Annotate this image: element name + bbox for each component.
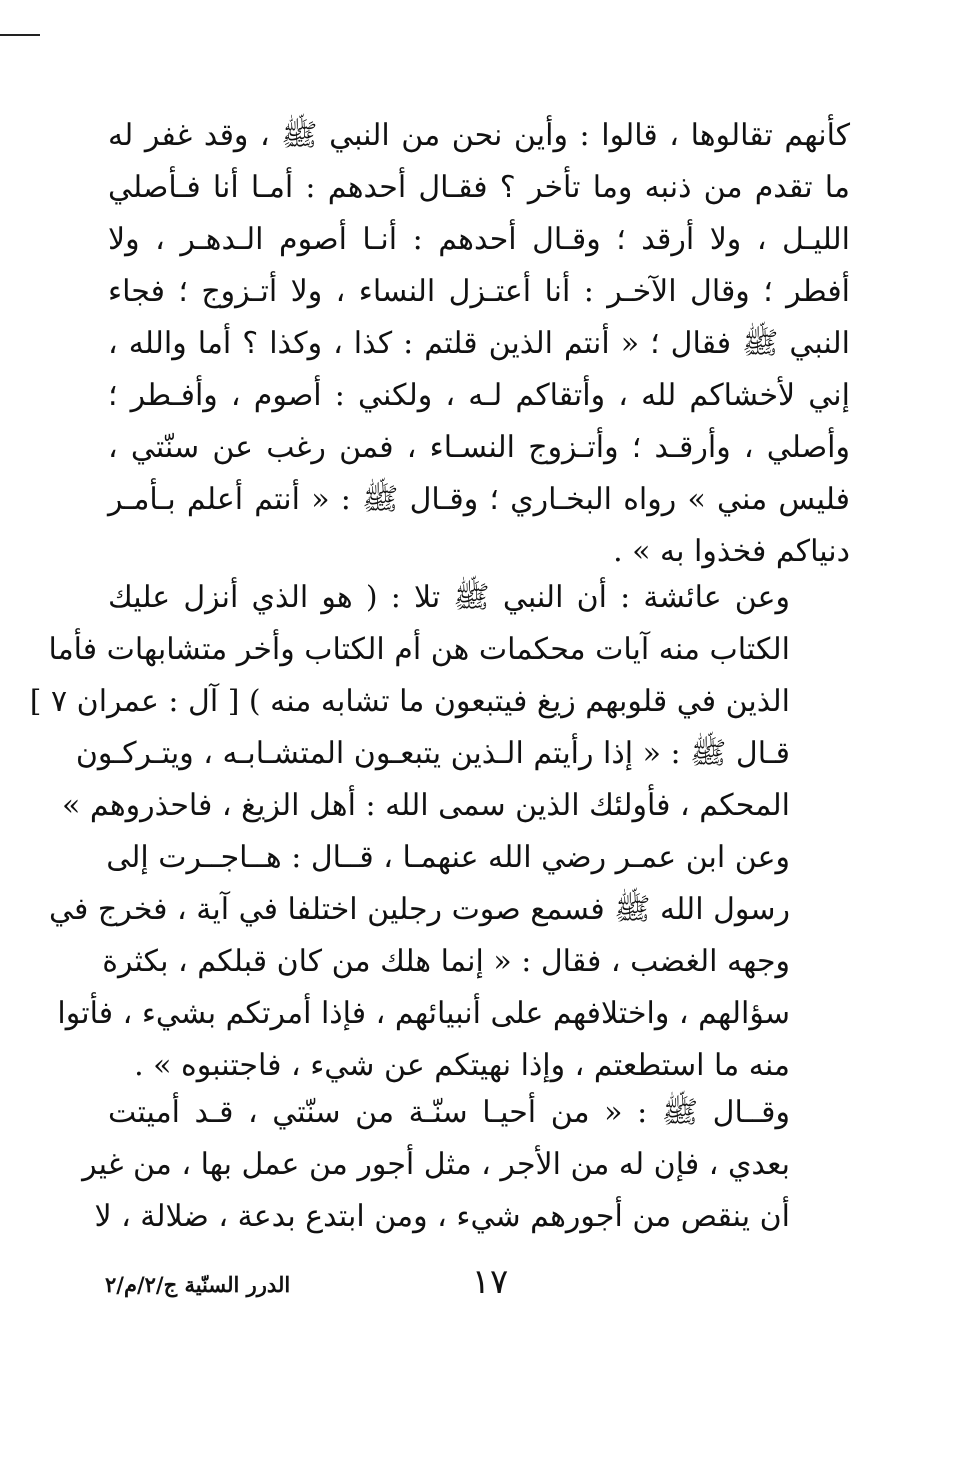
- text-line: وجهه الغضب ، فقال : « إنما هلك من كان قبلكم ، بكثرة: [102, 944, 790, 979]
- text-line: المحكم ، فأولئك الذين سمى الله : أهل الزيغ ، فاحذروهم »: [61, 788, 790, 823]
- text-line: دنياكم فخذوا به » .: [613, 534, 850, 569]
- text-line: قـال ﷺ : « إذا رأيتم الـذين يتبعـون المتشـابـه ، ويتـركـون: [75, 736, 790, 771]
- text-line: الليـل ، ولا أرقد ؛ وقـال أحدهم : أنـا أصوم الـدهـر ، ولا: [108, 222, 850, 257]
- text-line: وأصلي ، وأرقـد ؛ وأتـزوج النسـاء ، فمن رغب عن سنّتي ،: [108, 430, 850, 465]
- text-line: أن ينقص من أجورهم شيء ، ومن ابتدع بدعة ، ضلالة ، لا: [94, 1199, 790, 1234]
- text-line: رسول الله ﷺ فسمع صوت رجلين اختلفا في آية ، فخرج في: [49, 892, 790, 927]
- text-line: الذين في قلوبهم زيغ فيتبعون ما تشابه منه ) [ آل : عمران ٧ ]: [29, 684, 790, 719]
- text-line: بعدي ، فإن له من الأجر ، مثل أجور من عمل بها ، من غير: [82, 1147, 790, 1182]
- paragraph-2: [29, 572, 850, 1092]
- paragraph-1: [108, 110, 850, 578]
- corner-rule: [0, 34, 40, 36]
- text-line: الكتاب منه آيات محكمات هن أم الكتاب وأخر متشابهات فأما: [48, 632, 790, 667]
- text-line: فليس مني » رواه البخـاري ؛ وقـال ﷺ : « أنتم أعلم بـأمـر: [108, 482, 850, 517]
- paragraph-3: [82, 1087, 850, 1243]
- text-line: إني لأخشاكم لله ، وأتقاكم لـه ، ولكني : أصوم ، وأفـطر ؛: [108, 378, 850, 413]
- text-line: ما تقدم من ذنبه وما تأخر ؟ فقـال أحدهم : أمـا أنا فـأصلي: [108, 170, 850, 205]
- text-line: كأنهم تقالوها ، قالوا : وأين نحن من النبي ﷺ ، وقد غفر له: [108, 118, 850, 153]
- page-number: ١٧: [471, 1262, 509, 1302]
- text-line: منه ما استطعتم ، وإذا نهيتكم عن شيء ، فاجتنبوه » .: [134, 1048, 790, 1083]
- text-line: النبي ﷺ فقال ؛ « أنتم الذين قلتم : كذا ، وكذا ؟ أما والله ،: [108, 326, 850, 361]
- text-line: وقــال ﷺ : « من أحيـا سنّـة من سنّتي ، قـد أميتت: [108, 1095, 790, 1130]
- text-line: أفطر ؛ وقال الآخـر : أنا أعتـزل النساء ، ولا أتـزوج ؛ فجاء: [108, 274, 850, 309]
- text-line: وعن عائشة : أن النبي ﷺ تلا : ( هو الذي أنزل عليك: [108, 580, 790, 615]
- text-line: سؤالهم ، واختلافهم على أنبيائهم ، فإذا أمرتكم بشيء ، فأتوا: [57, 996, 790, 1031]
- text-line: وعن ابن عمـر رضي الله عنهمـا ، قــال : هــاجــرت إلى: [106, 840, 790, 875]
- running-footer: الدرر السنّية ج/٢/م/٢: [105, 1272, 291, 1297]
